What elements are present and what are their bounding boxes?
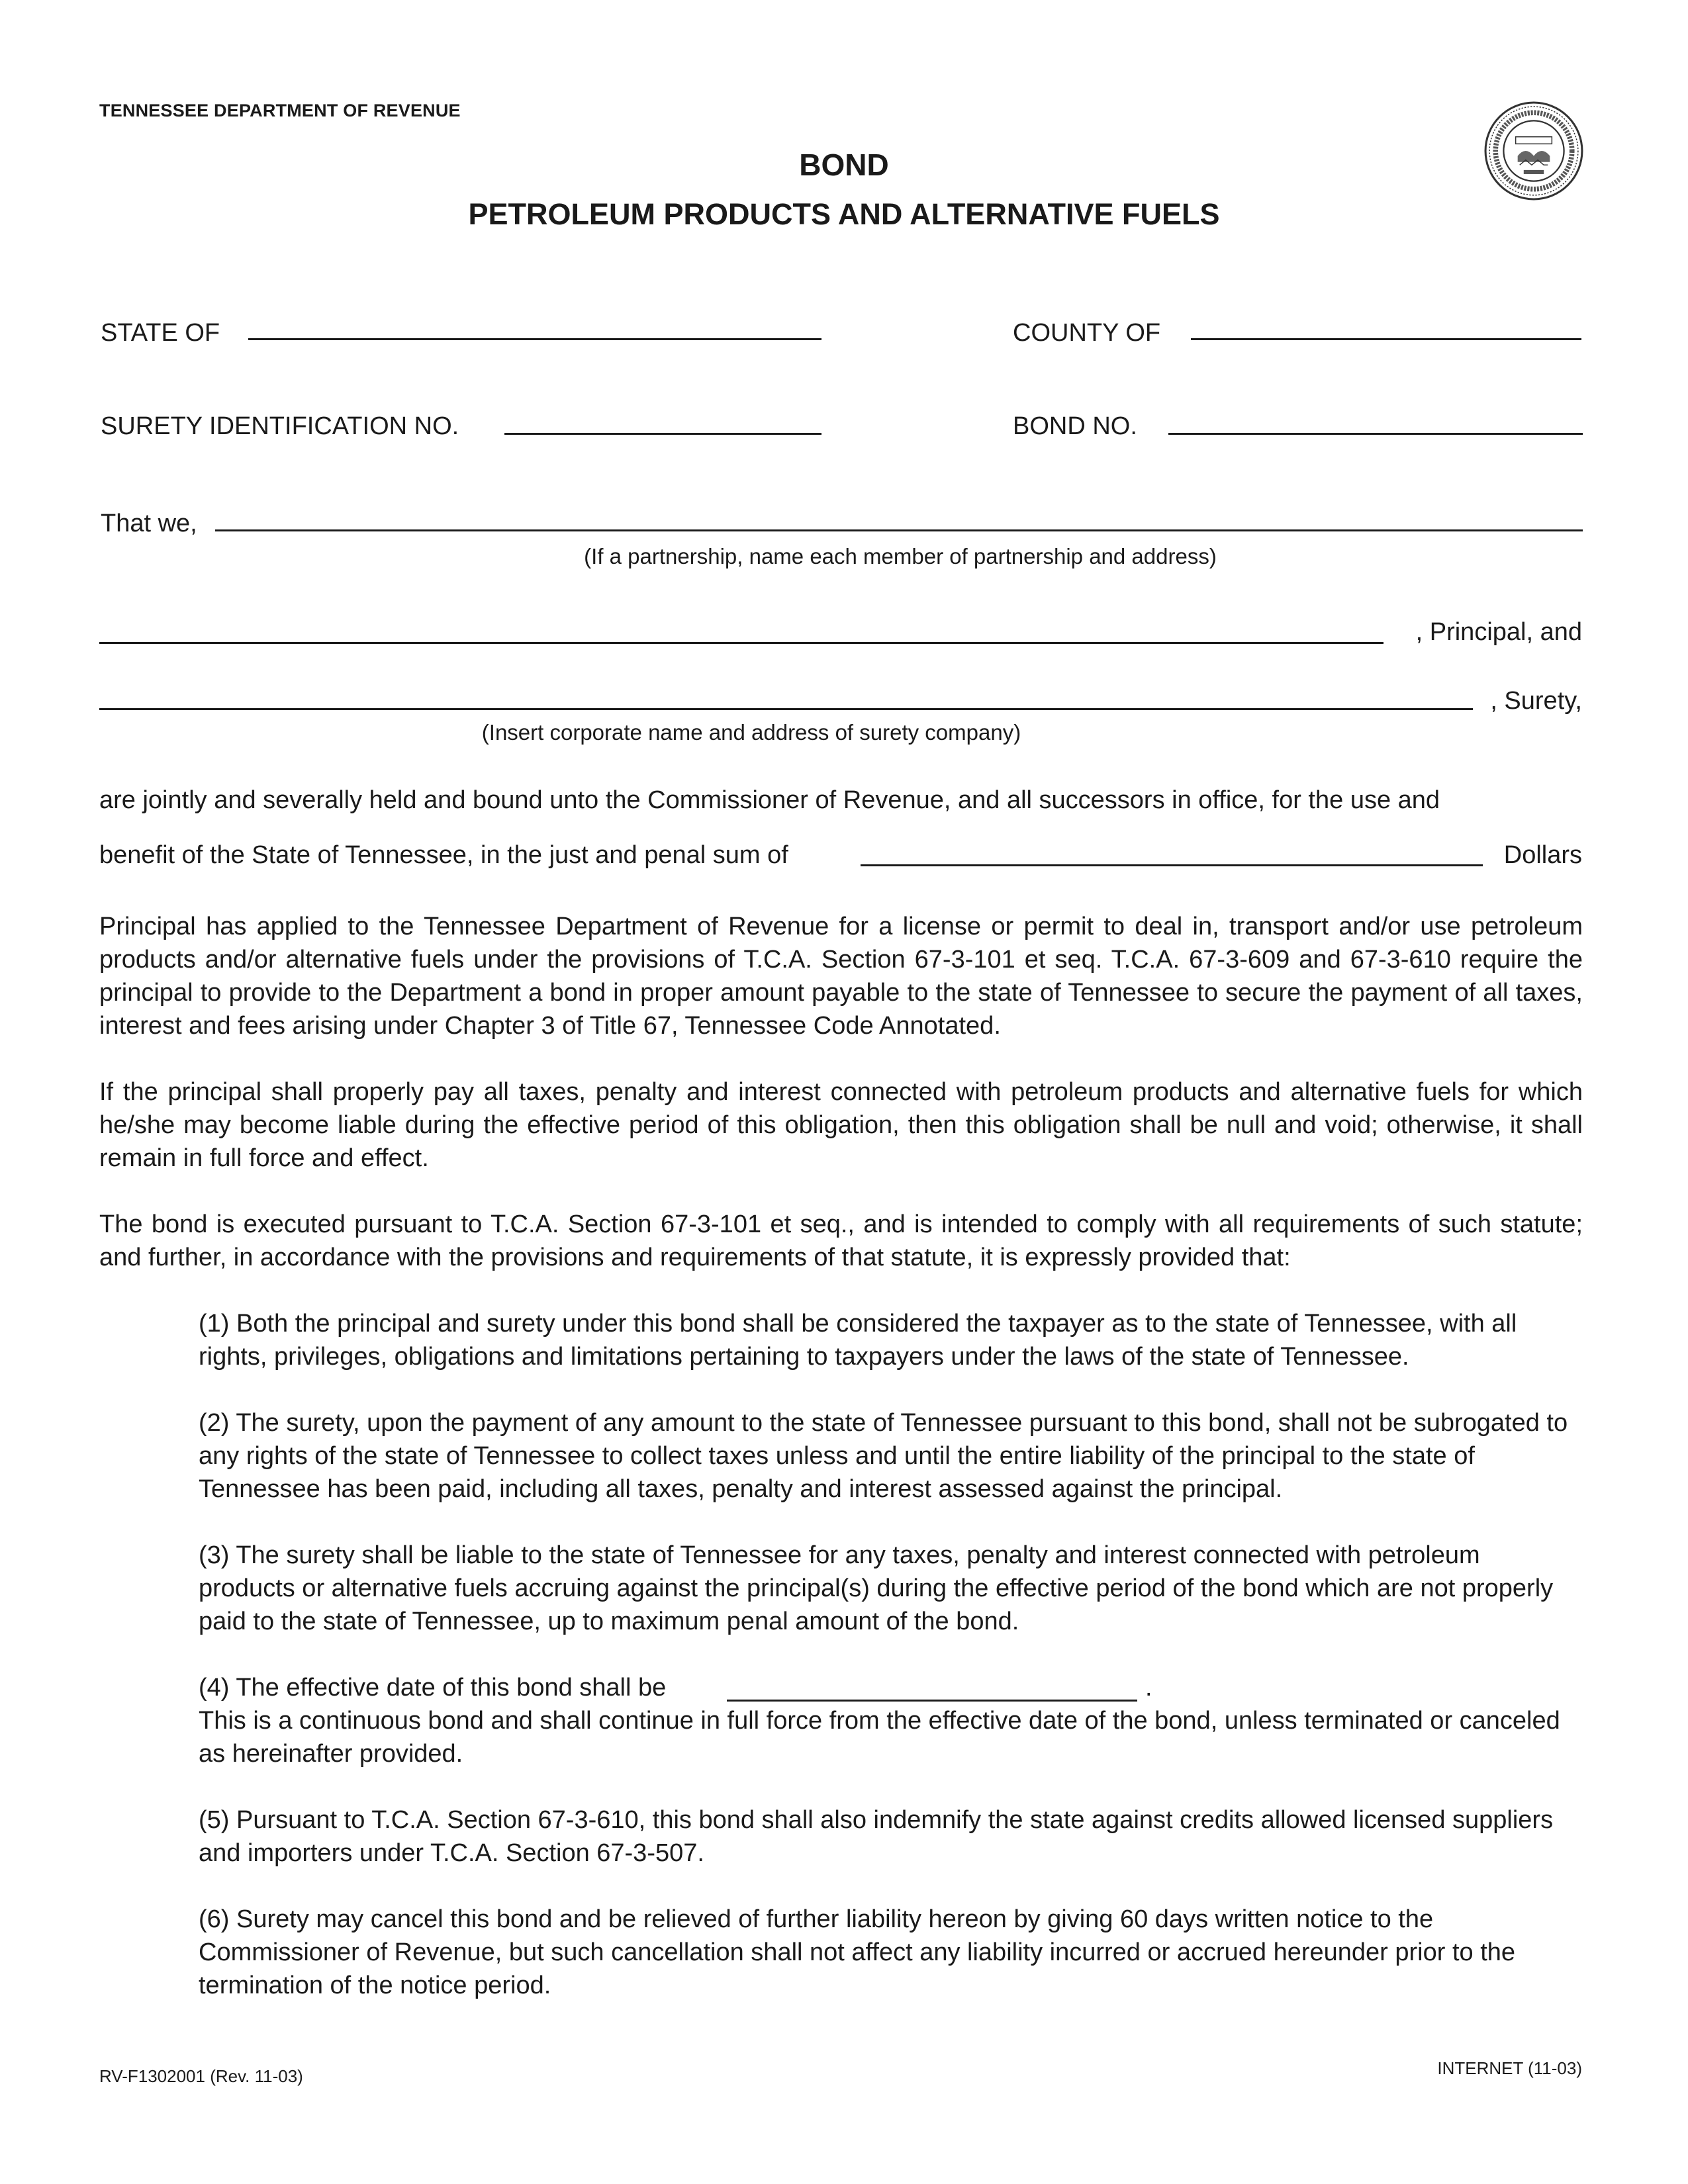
surety-suffix: , Surety,	[1490, 687, 1582, 715]
county-label: COUNTY OF	[1013, 319, 1161, 347]
item-5: (5) Pursuant to T.C.A. Section 67-3-610, this bond shall also indemnify the state against credits allowed licensed suppliers and importers under T.C.A. Section 67-3-507.	[199, 1806, 1554, 1867]
dollars-label: Dollars	[1503, 841, 1582, 869]
state-label: STATE OF	[101, 319, 220, 347]
item-4-rest: This is a continuous bond and shall continue in full force from the effective date of the bond, unless terminated or canceled as hereinafter provided.	[199, 1707, 1560, 1768]
paragraph-statute: The bond is executed pursuant to T.C.A. Section 67-3-101 et seq., and is intended to comply with all requirements of such statute; and further, in accordance with the provisions and requirements of that statute, it is expressly provided that:	[99, 1210, 1583, 1271]
principal-suffix: , Principal, and	[1415, 618, 1582, 646]
surety-id-label: SURETY IDENTIFICATION NO.	[101, 412, 459, 440]
bond-no-label: BOND NO.	[1013, 412, 1137, 440]
partnership-note: (If a partnership, name each member of partnership and address)	[584, 544, 1217, 569]
bound-text-line2: benefit of the State of Tennessee, in the just and penal sum of	[99, 841, 788, 869]
state-field[interactable]	[248, 338, 821, 340]
surety-field[interactable]	[99, 708, 1473, 710]
form-title: BOND	[799, 148, 889, 182]
that-we-label: That we,	[101, 510, 197, 537]
state-seal-icon	[1483, 101, 1584, 201]
item-6: (6) Surety may cancel this bond and be relieved of further liability hereon by giving 60 days written notice to the Commissioner of Revenue, but such cancellation shall not affect any liability incurred or accrued hereunder prior to the termination of the notice period.	[199, 1905, 1516, 1999]
item-1: (1) Both the principal and surety under this bond shall be considered the taxpayer as to the state of Tennessee, with all rights, privileges, obligations and limitations pertaining to taxpayers under the laws of the state of Tennessee.	[199, 1310, 1517, 1371]
county-field[interactable]	[1191, 338, 1581, 340]
item-4-period: .	[1145, 1674, 1152, 1702]
that-we-field[interactable]	[215, 529, 1583, 531]
form-number: RV-F1302001 (Rev. 11-03)	[99, 2066, 303, 2086]
bound-text-line1: are jointly and severally held and bound unto the Commissioner of Revenue, and all successors in office, for the use and	[99, 786, 1440, 814]
item-3: (3) The surety shall be liable to the state of Tennessee for any taxes, penalty and interest connected with petroleum products or alternative fuels accruing against the principal(s) during the effective period of the bond which are not properly paid to the state of Tennessee, up to maximum penal amount of the bond.	[199, 1541, 1554, 1635]
bond-no-field[interactable]	[1168, 433, 1583, 435]
internet-version: INTERNET (11-03)	[1437, 2058, 1582, 2078]
penal-sum-field[interactable]	[861, 864, 1483, 866]
effective-date-field[interactable]	[727, 1700, 1137, 1702]
paragraph-application: Principal has applied to the Tennessee Department of Revenue for a license or permit to deal in, transport and/or use petroleum products and/or alternative fuels under the provisions of T.C.A. Section 67-3-101 et seq. T.C.A. 67-3-609 and 67-3-610 require the principal to provide to the Department a bond in proper amount payable to the state of Tennessee to secure the payment of all taxes, interest and fees arising under Chapter 3 of Title 67, Tennessee Code Annotated.	[99, 913, 1583, 1040]
form-subtitle: PETROLEUM PRODUCTS AND ALTERNATIVE FUELS	[468, 197, 1220, 231]
principal-field[interactable]	[99, 642, 1383, 644]
item-4-lead: (4) The effective date of this bond shall be	[199, 1674, 667, 1702]
surety-id-field[interactable]	[504, 433, 821, 435]
item-2: (2) The surety, upon the payment of any amount to the state of Tennessee pursuant to this bond, shall not be subrogated to any rights of the state of Tennessee to collect taxes unless and until the entire liability of the principal to the state of Tennessee has been paid, including all taxes, penalty and interest assessed against the principal.	[199, 1409, 1568, 1503]
agency-name: TENNESSEE DEPARTMENT OF REVENUE	[99, 101, 461, 120]
paragraph-obligation: If the principal shall properly pay all taxes, penalty and interest connected with petroleum products and alternative fuels for which he/she may become liable during the effective period of this obligation, then this obligation shall be null and void; otherwise, it shall remain in full force and effect.	[99, 1078, 1583, 1172]
surety-note: (Insert corporate name and address of surety company)	[481, 720, 1021, 745]
